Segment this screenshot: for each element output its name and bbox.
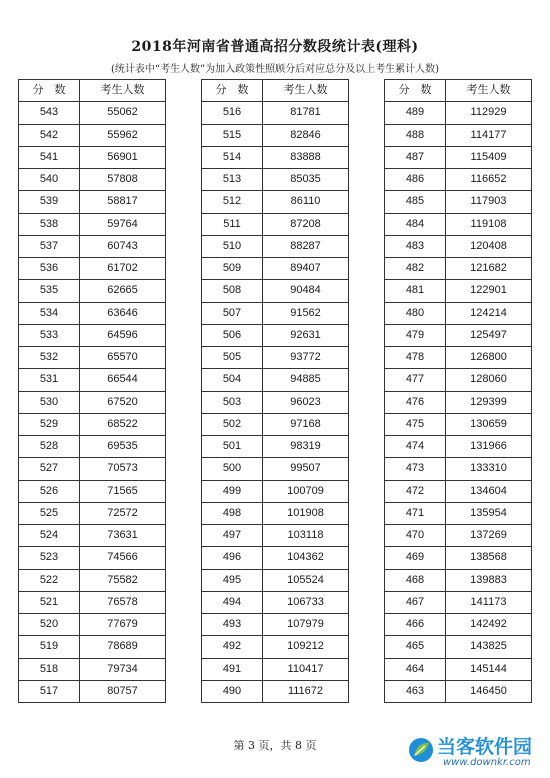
count-cell: 97168 xyxy=(263,413,349,435)
table-row xyxy=(202,458,349,480)
table-row xyxy=(19,591,166,613)
table-row xyxy=(202,280,349,302)
score-column-header: 分 数 xyxy=(202,80,263,102)
count-cell: 68522 xyxy=(80,413,166,435)
score-cell: 498 xyxy=(202,502,263,524)
score-cell: 517 xyxy=(19,680,80,702)
score-cell: 464 xyxy=(385,658,446,680)
table-row xyxy=(385,124,532,146)
table-row xyxy=(202,102,349,124)
count-cell: 129399 xyxy=(446,391,532,413)
count-cell: 72572 xyxy=(80,502,166,524)
count-cell: 109212 xyxy=(263,636,349,658)
count-cell: 55962 xyxy=(80,124,166,146)
count-cell: 70573 xyxy=(80,458,166,480)
table-row xyxy=(385,413,532,435)
table-row xyxy=(202,124,349,146)
count-cell: 63646 xyxy=(80,302,166,324)
count-cell: 73631 xyxy=(80,525,166,547)
score-cell: 534 xyxy=(19,302,80,324)
table-row xyxy=(19,458,166,480)
table-row xyxy=(202,502,349,524)
table-row xyxy=(202,258,349,280)
table-row xyxy=(202,480,349,502)
table-row xyxy=(19,191,166,213)
count-cell: 78689 xyxy=(80,636,166,658)
table-row xyxy=(19,413,166,435)
table-row xyxy=(385,258,532,280)
count-cell: 126800 xyxy=(446,347,532,369)
score-cell: 473 xyxy=(385,458,446,480)
score-cell: 474 xyxy=(385,436,446,458)
score-cell: 528 xyxy=(19,436,80,458)
score-cell: 466 xyxy=(385,614,446,636)
score-cell: 536 xyxy=(19,258,80,280)
count-column-header: 考生人数 xyxy=(80,80,166,102)
score-cell: 533 xyxy=(19,324,80,346)
score-cell: 482 xyxy=(385,258,446,280)
count-cell: 141173 xyxy=(446,591,532,613)
count-cell: 119108 xyxy=(446,213,532,235)
table-row xyxy=(385,169,532,191)
count-cell: 125497 xyxy=(446,324,532,346)
score-cell: 526 xyxy=(19,480,80,502)
table-row xyxy=(385,591,532,613)
table-row xyxy=(202,413,349,435)
score-cell: 484 xyxy=(385,213,446,235)
count-cell: 137269 xyxy=(446,525,532,547)
count-cell: 104362 xyxy=(263,547,349,569)
count-cell: 133310 xyxy=(446,458,532,480)
score-cell: 540 xyxy=(19,169,80,191)
count-cell: 90484 xyxy=(263,280,349,302)
table-row xyxy=(202,525,349,547)
score-cell: 510 xyxy=(202,235,263,257)
score-cell: 501 xyxy=(202,436,263,458)
count-cell: 74566 xyxy=(80,547,166,569)
score-cell: 516 xyxy=(202,102,263,124)
count-cell: 120408 xyxy=(446,235,532,257)
score-cell: 485 xyxy=(385,191,446,213)
count-cell: 134604 xyxy=(446,480,532,502)
table-row xyxy=(19,614,166,636)
count-cell: 56901 xyxy=(80,146,166,168)
count-cell: 101908 xyxy=(263,502,349,524)
table-row xyxy=(19,369,166,391)
score-cell: 515 xyxy=(202,124,263,146)
score-table-2 xyxy=(201,79,349,703)
table-row xyxy=(202,191,349,213)
score-cell: 503 xyxy=(202,391,263,413)
count-cell: 143825 xyxy=(446,636,532,658)
count-cell: 87208 xyxy=(263,213,349,235)
watermark-url: www.downkr.com xyxy=(443,757,531,768)
table-row xyxy=(385,369,532,391)
table-row xyxy=(202,614,349,636)
score-cell: 467 xyxy=(385,591,446,613)
table-row xyxy=(202,391,349,413)
score-cell: 491 xyxy=(202,658,263,680)
count-cell: 57808 xyxy=(80,169,166,191)
score-cell: 529 xyxy=(19,413,80,435)
count-cell: 105524 xyxy=(263,569,349,591)
table-row xyxy=(385,191,532,213)
table-row xyxy=(385,658,532,680)
score-cell: 500 xyxy=(202,458,263,480)
table-row xyxy=(385,324,532,346)
count-cell: 75582 xyxy=(80,569,166,591)
table-row xyxy=(19,102,166,124)
table-row xyxy=(385,636,532,658)
score-cell: 480 xyxy=(385,302,446,324)
count-cell: 115409 xyxy=(446,146,532,168)
count-cell: 71565 xyxy=(80,480,166,502)
table-row xyxy=(202,369,349,391)
count-cell: 100709 xyxy=(263,480,349,502)
table-row xyxy=(385,569,532,591)
table-row xyxy=(385,302,532,324)
table-row xyxy=(19,213,166,235)
score-cell: 488 xyxy=(385,124,446,146)
count-cell: 99507 xyxy=(263,458,349,480)
score-cell: 463 xyxy=(385,680,446,702)
table-row xyxy=(385,680,532,702)
table-row xyxy=(202,569,349,591)
score-cell: 525 xyxy=(19,502,80,524)
count-cell: 128060 xyxy=(446,369,532,391)
score-cell: 514 xyxy=(202,146,263,168)
table-row xyxy=(385,347,532,369)
count-cell: 82846 xyxy=(263,124,349,146)
score-cell: 496 xyxy=(202,547,263,569)
count-cell: 94885 xyxy=(263,369,349,391)
score-cell: 478 xyxy=(385,347,446,369)
table-row xyxy=(19,324,166,346)
score-column-header: 分 数 xyxy=(19,80,80,102)
count-cell: 103118 xyxy=(263,525,349,547)
count-cell: 64596 xyxy=(80,324,166,346)
table-row xyxy=(202,547,349,569)
page-title: 2018年河南省普通高招分数段统计表(理科) xyxy=(131,39,419,55)
score-cell: 522 xyxy=(19,569,80,591)
table-row xyxy=(202,235,349,257)
table-row xyxy=(19,658,166,680)
leaf-d-logo-icon xyxy=(407,736,435,764)
count-cell: 116652 xyxy=(446,169,532,191)
count-cell: 85035 xyxy=(263,169,349,191)
count-cell: 79734 xyxy=(80,658,166,680)
score-cell: 494 xyxy=(202,591,263,613)
score-cell: 513 xyxy=(202,169,263,191)
count-cell: 146450 xyxy=(446,680,532,702)
table-row xyxy=(385,280,532,302)
table-row xyxy=(202,680,349,702)
count-cell: 67520 xyxy=(80,391,166,413)
page-subtitle: (统计表中“考生人数”为加入政策性照顾分后对应总分及以上考生累计人数) xyxy=(110,64,440,75)
score-cell: 475 xyxy=(385,413,446,435)
count-cell: 110417 xyxy=(263,658,349,680)
score-cell: 497 xyxy=(202,525,263,547)
count-cell: 86110 xyxy=(263,191,349,213)
count-cell: 130659 xyxy=(446,413,532,435)
count-cell: 107979 xyxy=(263,614,349,636)
score-cell: 476 xyxy=(385,391,446,413)
score-cell: 505 xyxy=(202,347,263,369)
score-cell: 506 xyxy=(202,324,263,346)
table-row xyxy=(202,324,349,346)
count-cell: 58817 xyxy=(80,191,166,213)
score-column-header: 分 数 xyxy=(385,80,446,102)
score-cell: 542 xyxy=(19,124,80,146)
count-cell: 112929 xyxy=(446,102,532,124)
table-row xyxy=(19,480,166,502)
count-cell: 91562 xyxy=(263,302,349,324)
score-cell: 532 xyxy=(19,347,80,369)
score-cell: 490 xyxy=(202,680,263,702)
count-cell: 131966 xyxy=(446,436,532,458)
count-cell: 139883 xyxy=(446,569,532,591)
score-cell: 471 xyxy=(385,502,446,524)
score-cell: 535 xyxy=(19,280,80,302)
count-column-header: 考生人数 xyxy=(263,80,349,102)
count-cell: 135954 xyxy=(446,502,532,524)
score-cell: 519 xyxy=(19,636,80,658)
table-row xyxy=(385,480,532,502)
table-row xyxy=(19,525,166,547)
score-cell: 479 xyxy=(385,324,446,346)
score-cell: 521 xyxy=(19,591,80,613)
count-cell: 61702 xyxy=(80,258,166,280)
score-cell: 507 xyxy=(202,302,263,324)
table-row xyxy=(202,436,349,458)
table-row xyxy=(385,547,532,569)
score-cell: 512 xyxy=(202,191,263,213)
table-row xyxy=(385,213,532,235)
table-row xyxy=(202,636,349,658)
table-row xyxy=(385,102,532,124)
score-cell: 504 xyxy=(202,369,263,391)
watermark-site-name: 当客软件园 xyxy=(437,736,533,758)
count-column-header: 考生人数 xyxy=(446,80,532,102)
score-cell: 502 xyxy=(202,413,263,435)
table-row xyxy=(385,614,532,636)
score-cell: 543 xyxy=(19,102,80,124)
score-table-3 xyxy=(384,79,532,703)
table-row xyxy=(202,302,349,324)
count-cell: 124214 xyxy=(446,302,532,324)
table-row xyxy=(202,347,349,369)
score-cell: 541 xyxy=(19,146,80,168)
table-row xyxy=(385,235,532,257)
score-cell: 539 xyxy=(19,191,80,213)
count-cell: 92631 xyxy=(263,324,349,346)
score-cell: 531 xyxy=(19,369,80,391)
table-row xyxy=(19,569,166,591)
table-row xyxy=(385,391,532,413)
table-row xyxy=(19,636,166,658)
score-cell: 520 xyxy=(19,614,80,636)
table-row xyxy=(19,436,166,458)
score-cell: 481 xyxy=(385,280,446,302)
table-row xyxy=(19,680,166,702)
score-cell: 487 xyxy=(385,146,446,168)
table-row xyxy=(202,169,349,191)
score-cell: 518 xyxy=(19,658,80,680)
count-cell: 59764 xyxy=(80,213,166,235)
score-cell: 523 xyxy=(19,547,80,569)
count-cell: 62665 xyxy=(80,280,166,302)
score-table-1 xyxy=(18,79,166,703)
count-cell: 98319 xyxy=(263,436,349,458)
table-row xyxy=(19,547,166,569)
score-cell: 493 xyxy=(202,614,263,636)
count-cell: 80757 xyxy=(80,680,166,702)
count-cell: 145144 xyxy=(446,658,532,680)
count-cell: 106733 xyxy=(263,591,349,613)
score-cell: 465 xyxy=(385,636,446,658)
count-cell: 77679 xyxy=(80,614,166,636)
table-row xyxy=(19,302,166,324)
count-cell: 55062 xyxy=(80,102,166,124)
count-cell: 93772 xyxy=(263,347,349,369)
score-cell: 483 xyxy=(385,235,446,257)
count-cell: 83888 xyxy=(263,146,349,168)
score-cell: 472 xyxy=(385,480,446,502)
table-row xyxy=(19,124,166,146)
score-cell: 477 xyxy=(385,369,446,391)
score-cell: 489 xyxy=(385,102,446,124)
table-row xyxy=(19,235,166,257)
table-row xyxy=(19,347,166,369)
score-cell: 524 xyxy=(19,525,80,547)
score-cell: 468 xyxy=(385,569,446,591)
table-row xyxy=(19,169,166,191)
score-cell: 470 xyxy=(385,525,446,547)
table-row xyxy=(19,391,166,413)
count-cell: 114177 xyxy=(446,124,532,146)
score-cell: 511 xyxy=(202,213,263,235)
score-cell: 538 xyxy=(19,213,80,235)
count-cell: 76578 xyxy=(80,591,166,613)
score-cell: 492 xyxy=(202,636,263,658)
table-row xyxy=(385,525,532,547)
count-cell: 66544 xyxy=(80,369,166,391)
count-cell: 121682 xyxy=(446,258,532,280)
score-cell: 509 xyxy=(202,258,263,280)
score-cell: 486 xyxy=(385,169,446,191)
table-row xyxy=(202,591,349,613)
watermark-logo xyxy=(407,730,547,774)
count-cell: 60743 xyxy=(80,235,166,257)
score-cell: 508 xyxy=(202,280,263,302)
table-row xyxy=(202,213,349,235)
table-row xyxy=(19,258,166,280)
count-cell: 111672 xyxy=(263,680,349,702)
table-row xyxy=(385,146,532,168)
count-cell: 69535 xyxy=(80,436,166,458)
count-cell: 117903 xyxy=(446,191,532,213)
score-cell: 495 xyxy=(202,569,263,591)
table-row xyxy=(19,502,166,524)
table-row xyxy=(385,436,532,458)
table-row xyxy=(19,146,166,168)
score-cell: 469 xyxy=(385,547,446,569)
count-cell: 65570 xyxy=(80,347,166,369)
count-cell: 96023 xyxy=(263,391,349,413)
count-cell: 122901 xyxy=(446,280,532,302)
page-number-footer: 第 3 页，共 8 页 xyxy=(233,739,317,752)
table-row xyxy=(385,502,532,524)
count-cell: 81781 xyxy=(263,102,349,124)
table-row xyxy=(385,458,532,480)
score-cell: 537 xyxy=(19,235,80,257)
table-row xyxy=(202,146,349,168)
table-row xyxy=(202,658,349,680)
count-cell: 138568 xyxy=(446,547,532,569)
count-cell: 89407 xyxy=(263,258,349,280)
count-cell: 142492 xyxy=(446,614,532,636)
count-cell: 88287 xyxy=(263,235,349,257)
score-cell: 530 xyxy=(19,391,80,413)
table-row xyxy=(19,280,166,302)
score-cell: 527 xyxy=(19,458,80,480)
score-cell: 499 xyxy=(202,480,263,502)
